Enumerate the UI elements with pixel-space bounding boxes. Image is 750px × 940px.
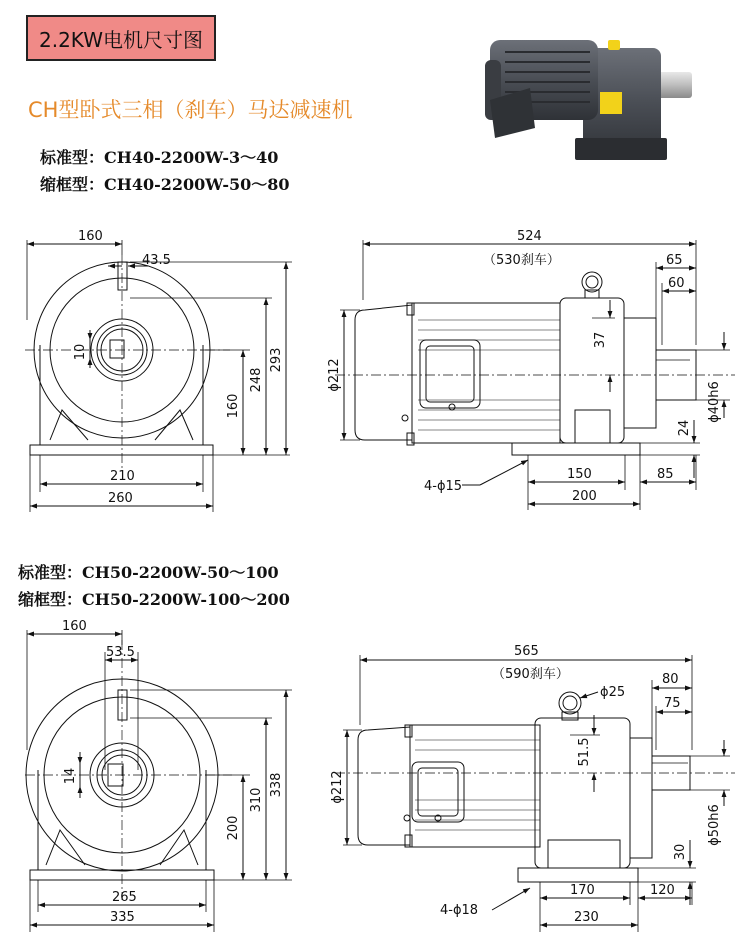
hole-spec-2: 4-ϕ18: [440, 903, 479, 918]
dim-65: 65: [666, 253, 683, 268]
dim-37: 37: [593, 331, 608, 349]
dim-200: 200: [572, 489, 597, 504]
dim-53-5: 53.5: [106, 645, 135, 660]
brake-note-530: （530刹车）: [483, 253, 560, 268]
front-view-2: [25, 619, 292, 932]
dim-565: 565: [514, 644, 539, 659]
dim-85: 85: [657, 467, 674, 482]
hole-spec-1: 4-ϕ15: [424, 479, 463, 494]
dim-phi25: ϕ25: [600, 685, 626, 700]
dim-30: 30: [673, 843, 688, 861]
dim-phi50h6: ϕ50h6: [707, 804, 722, 846]
dim-310: 310: [249, 787, 264, 813]
dim-phi40h6: ϕ40h6: [707, 381, 722, 423]
dim-120: 120: [650, 883, 675, 898]
dim-160-top-2: 160: [62, 619, 87, 634]
side-view-2: [330, 644, 735, 932]
dim-293: 293: [269, 347, 284, 373]
dim-230: 230: [574, 910, 599, 925]
dim-335: 335: [110, 910, 135, 925]
dim-524: 524: [517, 229, 542, 244]
page-title: 2.2KW电机尺寸图: [26, 15, 216, 61]
dim-260: 260: [108, 491, 133, 506]
dim-phi212-1: ϕ212: [327, 358, 342, 392]
dim-338: 338: [269, 772, 284, 798]
dim-150: 150: [567, 467, 592, 482]
dim-43-5: 43.5: [142, 253, 171, 268]
dim-51-5: 51.5: [577, 737, 592, 767]
dim-80: 80: [662, 672, 679, 687]
model-compact-1: 缩框型：CH40-2200W-50～80: [40, 175, 290, 194]
motor-photo: [485, 40, 692, 160]
dim-75: 75: [664, 696, 681, 711]
dim-160-top-1: 160: [78, 229, 103, 244]
model-standard-1: 标准型：CH40-2200W-3～40: [40, 148, 279, 167]
dim-265: 265: [112, 890, 137, 905]
dim-60: 60: [668, 276, 685, 291]
model-compact-2: 缩框型：CH50-2200W-100～200: [18, 590, 290, 609]
side-view-1: [327, 229, 735, 510]
front-view-1: [25, 229, 292, 512]
dim-170: 170: [570, 883, 595, 898]
dim-248: 248: [249, 367, 264, 393]
model-standard-2: 标准型：CH50-2200W-50～100: [18, 563, 279, 582]
dim-14: 14: [63, 767, 78, 785]
dim-24: 24: [677, 419, 692, 437]
dim-phi212-2: ϕ212: [330, 770, 345, 804]
product-subtitle: CH型卧式三相（刹车）马达减速机: [28, 98, 353, 122]
dim-200-height: 200: [226, 815, 241, 841]
dim-210: 210: [110, 469, 135, 484]
dim-10: 10: [73, 343, 88, 361]
dim-160-height: 160: [226, 393, 241, 419]
brake-note-590: （590刹车）: [492, 667, 569, 682]
